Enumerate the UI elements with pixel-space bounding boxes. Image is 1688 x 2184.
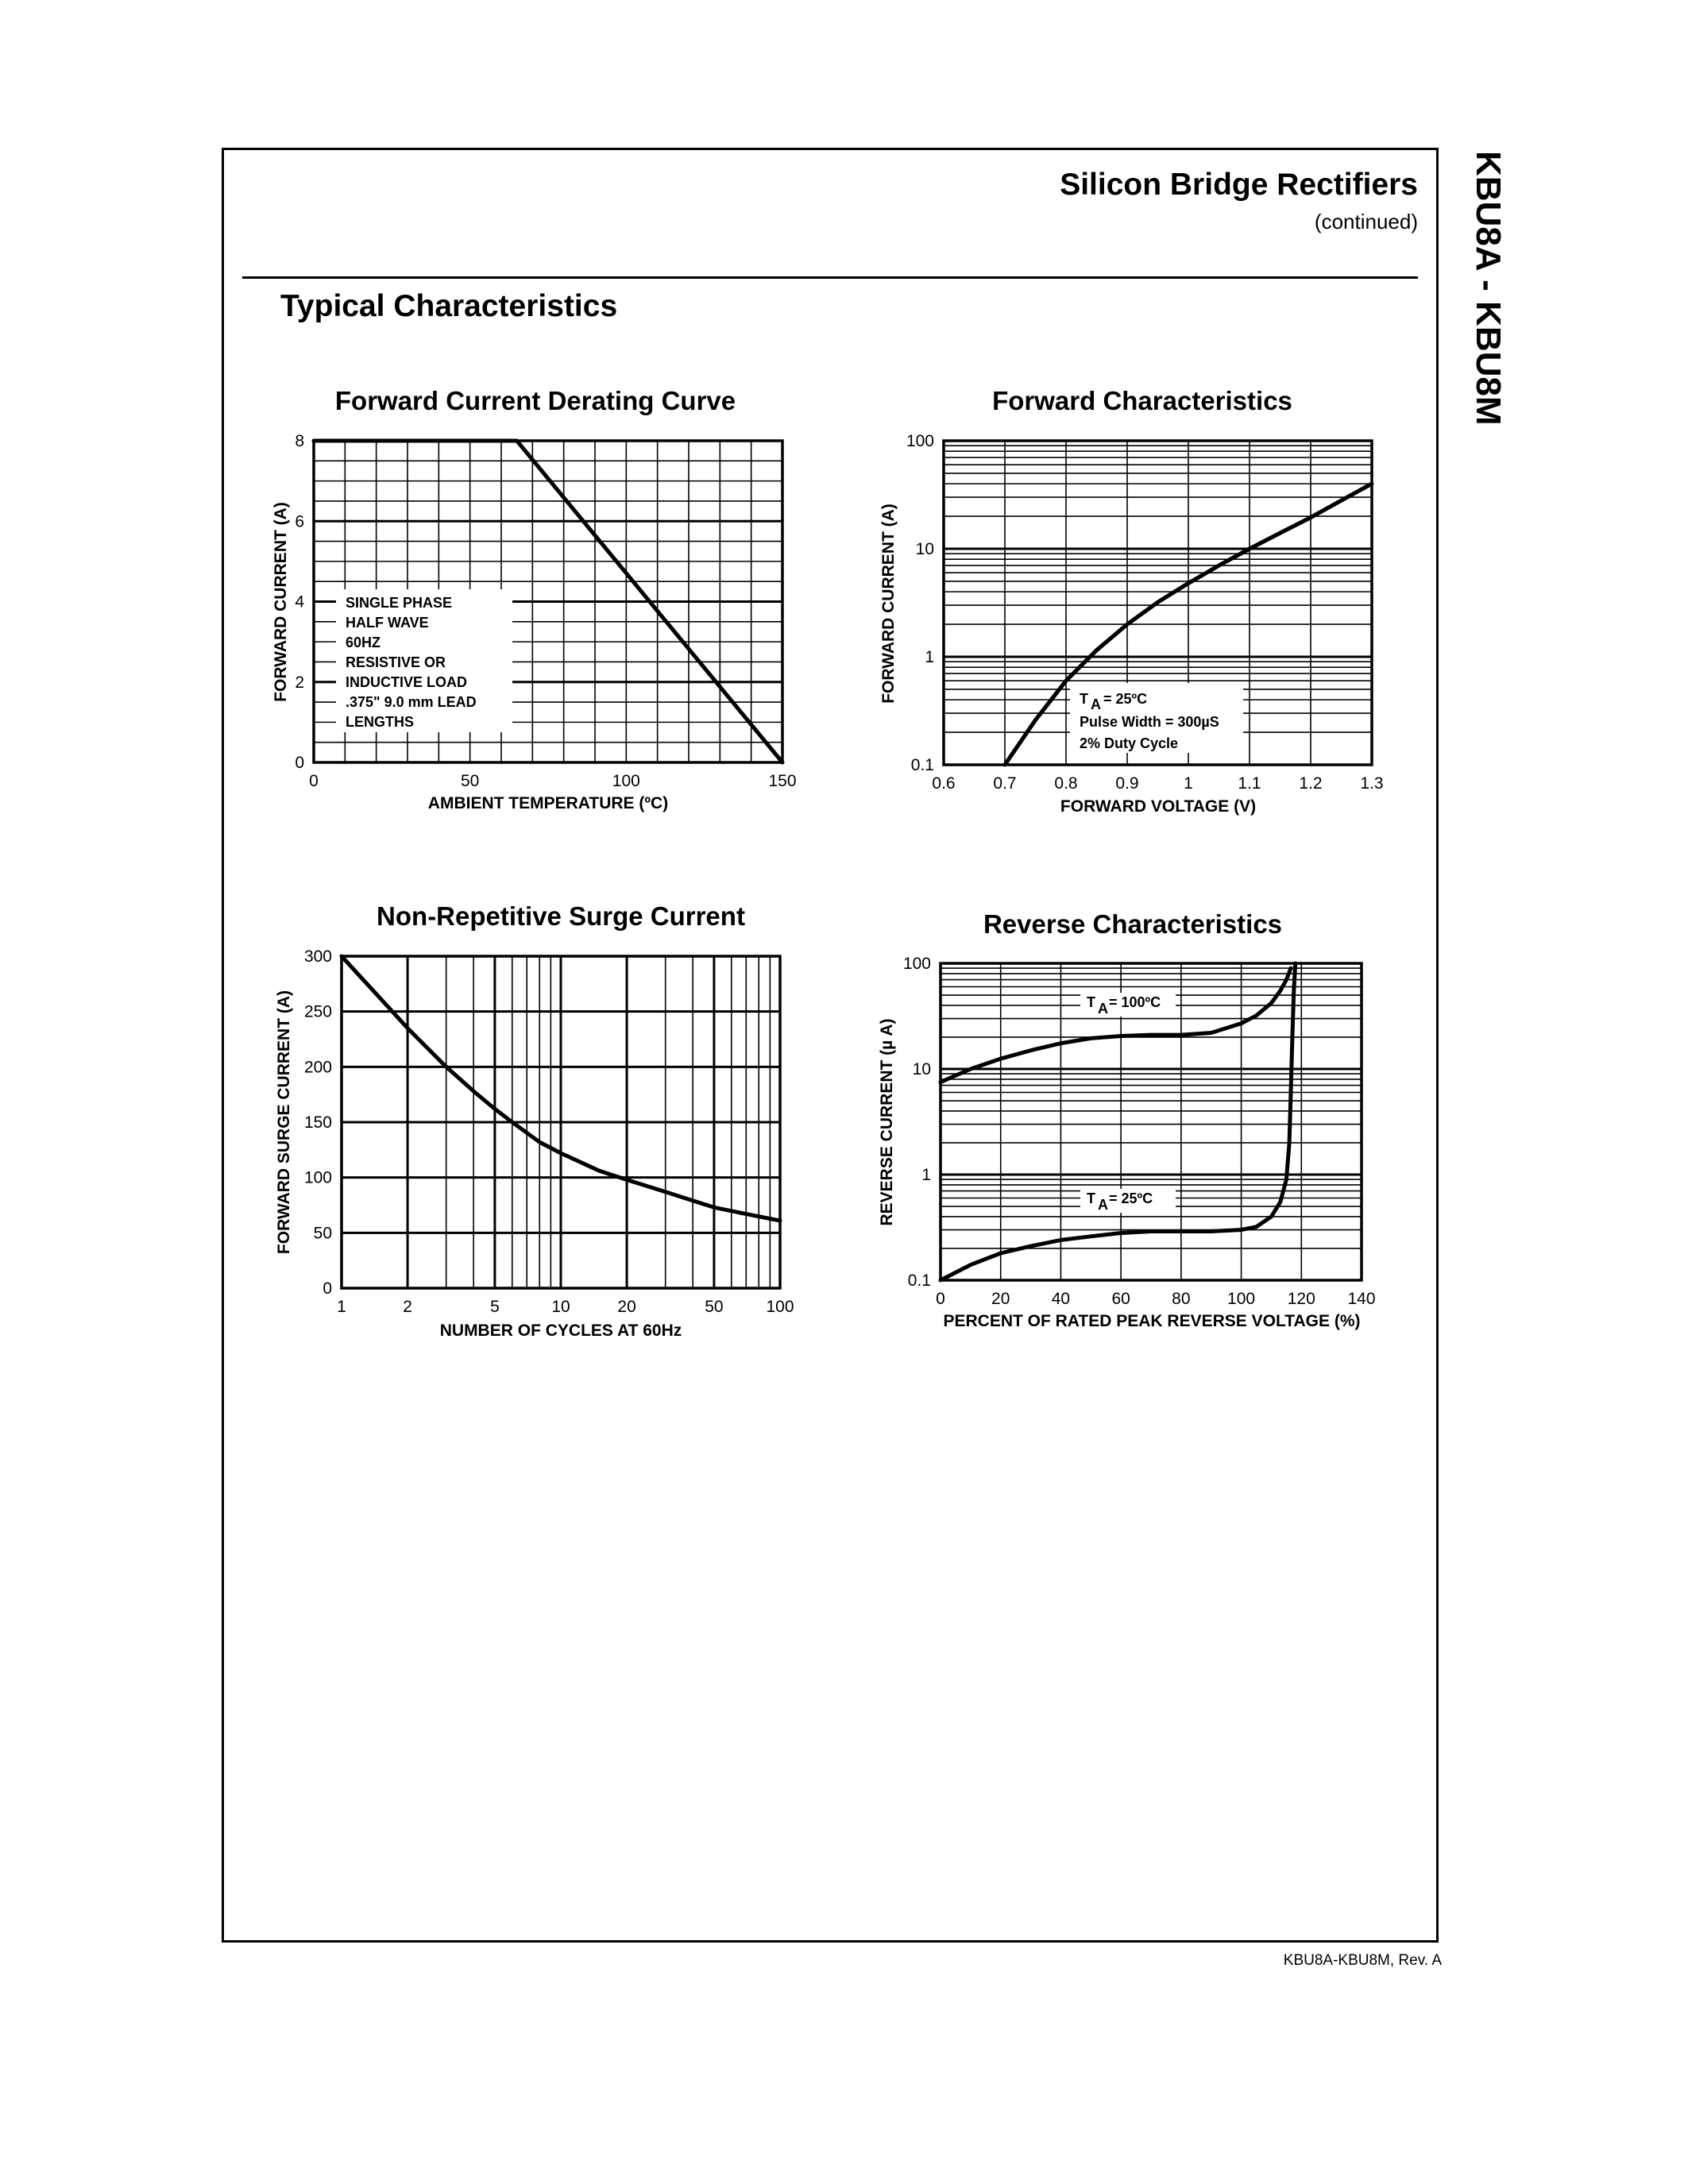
annotation-temp: = 25ºC [1103, 691, 1148, 707]
x-tick-label: 2 [403, 1298, 412, 1316]
x-tick-label: 0 [936, 1290, 945, 1308]
y-axis-label: FORWARD CURRENT (A) [879, 504, 898, 704]
curve-label-temp: = 25ºC [1109, 1190, 1153, 1206]
y-tick-label: 300 [303, 947, 332, 966]
y-tick-label: 8 [295, 432, 304, 450]
y-tick-label: 1 [925, 648, 934, 666]
annotation-text: INDUCTIVE LOAD [346, 674, 467, 690]
annotation-text: HALF WAVE [346, 615, 429, 631]
y-tick-label: 0 [323, 1279, 332, 1298]
x-tick-label: 1.2 [1299, 774, 1323, 793]
annotation-ta-subscript: A [1091, 696, 1101, 712]
annotation-text: .375" 9.0 mm LEAD [346, 694, 477, 710]
y-tick-label: 10 [912, 1060, 931, 1078]
y-tick-label: 1 [921, 1166, 931, 1184]
y-tick-label: 10 [915, 540, 934, 558]
x-tick-label: 0.8 [1054, 774, 1078, 793]
curve-label-t: T [1087, 1190, 1095, 1206]
x-tick-label: 1 [337, 1298, 346, 1316]
x-tick-label: 1 [1184, 774, 1193, 793]
x-tick-label: 0 [309, 772, 319, 790]
y-tick-label: 0.1 [910, 756, 934, 774]
x-tick-label: 0.9 [1115, 774, 1139, 793]
series-line-0 [941, 968, 1291, 1082]
x-tick-label: 60 [1111, 1290, 1130, 1308]
chart-title: Forward Characteristics [992, 386, 1292, 415]
side-title-text: KBU8A - KBU8M [1469, 151, 1508, 426]
x-axis-label: AMBIENT TEMPERATURE (ºC) [427, 794, 669, 812]
curve-label-t: T [1087, 994, 1095, 1010]
annotation-text: 60HZ [346, 635, 381, 650]
footer-revision: KBU8A-KBU8M, Rev. A [1283, 1952, 1442, 1969]
y-tick-label: 50 [313, 1224, 332, 1243]
x-tick-label: 150 [768, 772, 797, 790]
annotation-text: RESISTIVE OR [346, 654, 446, 670]
x-tick-label: 1.1 [1238, 774, 1261, 793]
x-axis-label: NUMBER OF CYCLES AT 60Hz [439, 1322, 682, 1340]
y-tick-label: 100 [303, 1168, 332, 1187]
y-tick-label: 0 [295, 754, 304, 772]
y-tick-label: 6 [295, 512, 304, 531]
y-tick-label: 250 [303, 1002, 332, 1021]
x-tick-label: 80 [1172, 1290, 1191, 1308]
x-tick-label: 100 [766, 1298, 794, 1316]
x-tick-label: 100 [612, 772, 640, 790]
y-tick-label: 200 [303, 1058, 332, 1077]
curve-label-subscript: A [1098, 1197, 1108, 1213]
x-tick-label: 140 [1347, 1290, 1376, 1308]
x-tick-label: 100 [1227, 1290, 1256, 1308]
y-axis-label: REVERSE CURRENT (µ A) [878, 1018, 896, 1226]
y-tick-label: 0.1 [907, 1271, 931, 1290]
x-tick-label: 1.3 [1360, 774, 1384, 793]
y-tick-label: 2 [295, 673, 304, 692]
annotation-text: LENGTHS [346, 714, 415, 730]
annotation-duty: 2% Duty Cycle [1080, 735, 1179, 751]
chart-title: Forward Current Derating Curve [334, 386, 736, 415]
x-tick-label: 20 [991, 1290, 1010, 1308]
x-tick-label: 120 [1287, 1290, 1315, 1308]
chart-title: Non-Repetitive Surge Current [377, 901, 745, 931]
chart-title: Reverse Characteristics [983, 909, 1283, 939]
document-subtitle: (continued) [1314, 210, 1418, 233]
y-tick-label: 100 [902, 955, 931, 973]
x-tick-label: 40 [1051, 1290, 1071, 1308]
x-axis-label: PERCENT OF RATED PEAK REVERSE VOLTAGE (%) [943, 1312, 1361, 1330]
document-title: Silicon Bridge Rectifiers [1060, 168, 1418, 202]
x-tick-label: 0.6 [932, 774, 956, 793]
y-axis-label: FORWARD SURGE CURRENT (A) [275, 990, 293, 1255]
x-tick-label: 50 [460, 772, 480, 790]
y-tick-label: 100 [906, 432, 934, 450]
annotation-text: SINGLE PHASE [346, 595, 453, 611]
x-tick-label: 10 [551, 1298, 570, 1316]
curve-label-subscript: A [1098, 1001, 1108, 1017]
x-axis-label: FORWARD VOLTAGE (V) [1060, 797, 1257, 816]
y-axis-label: FORWARD CURRENT (A) [272, 502, 290, 702]
annotation-pulse: Pulse Width = 300µS [1080, 714, 1219, 730]
x-tick-label: 50 [705, 1298, 724, 1316]
x-tick-label: 5 [490, 1298, 500, 1316]
y-tick-label: 4 [295, 592, 304, 612]
x-tick-label: 0.7 [993, 774, 1017, 793]
x-tick-label: 20 [617, 1298, 636, 1316]
annotation-ta: T [1080, 691, 1088, 707]
section-heading: Typical Characteristics [280, 289, 618, 323]
y-tick-label: 150 [303, 1113, 332, 1132]
curve-label-temp: = 100ºC [1109, 994, 1161, 1010]
